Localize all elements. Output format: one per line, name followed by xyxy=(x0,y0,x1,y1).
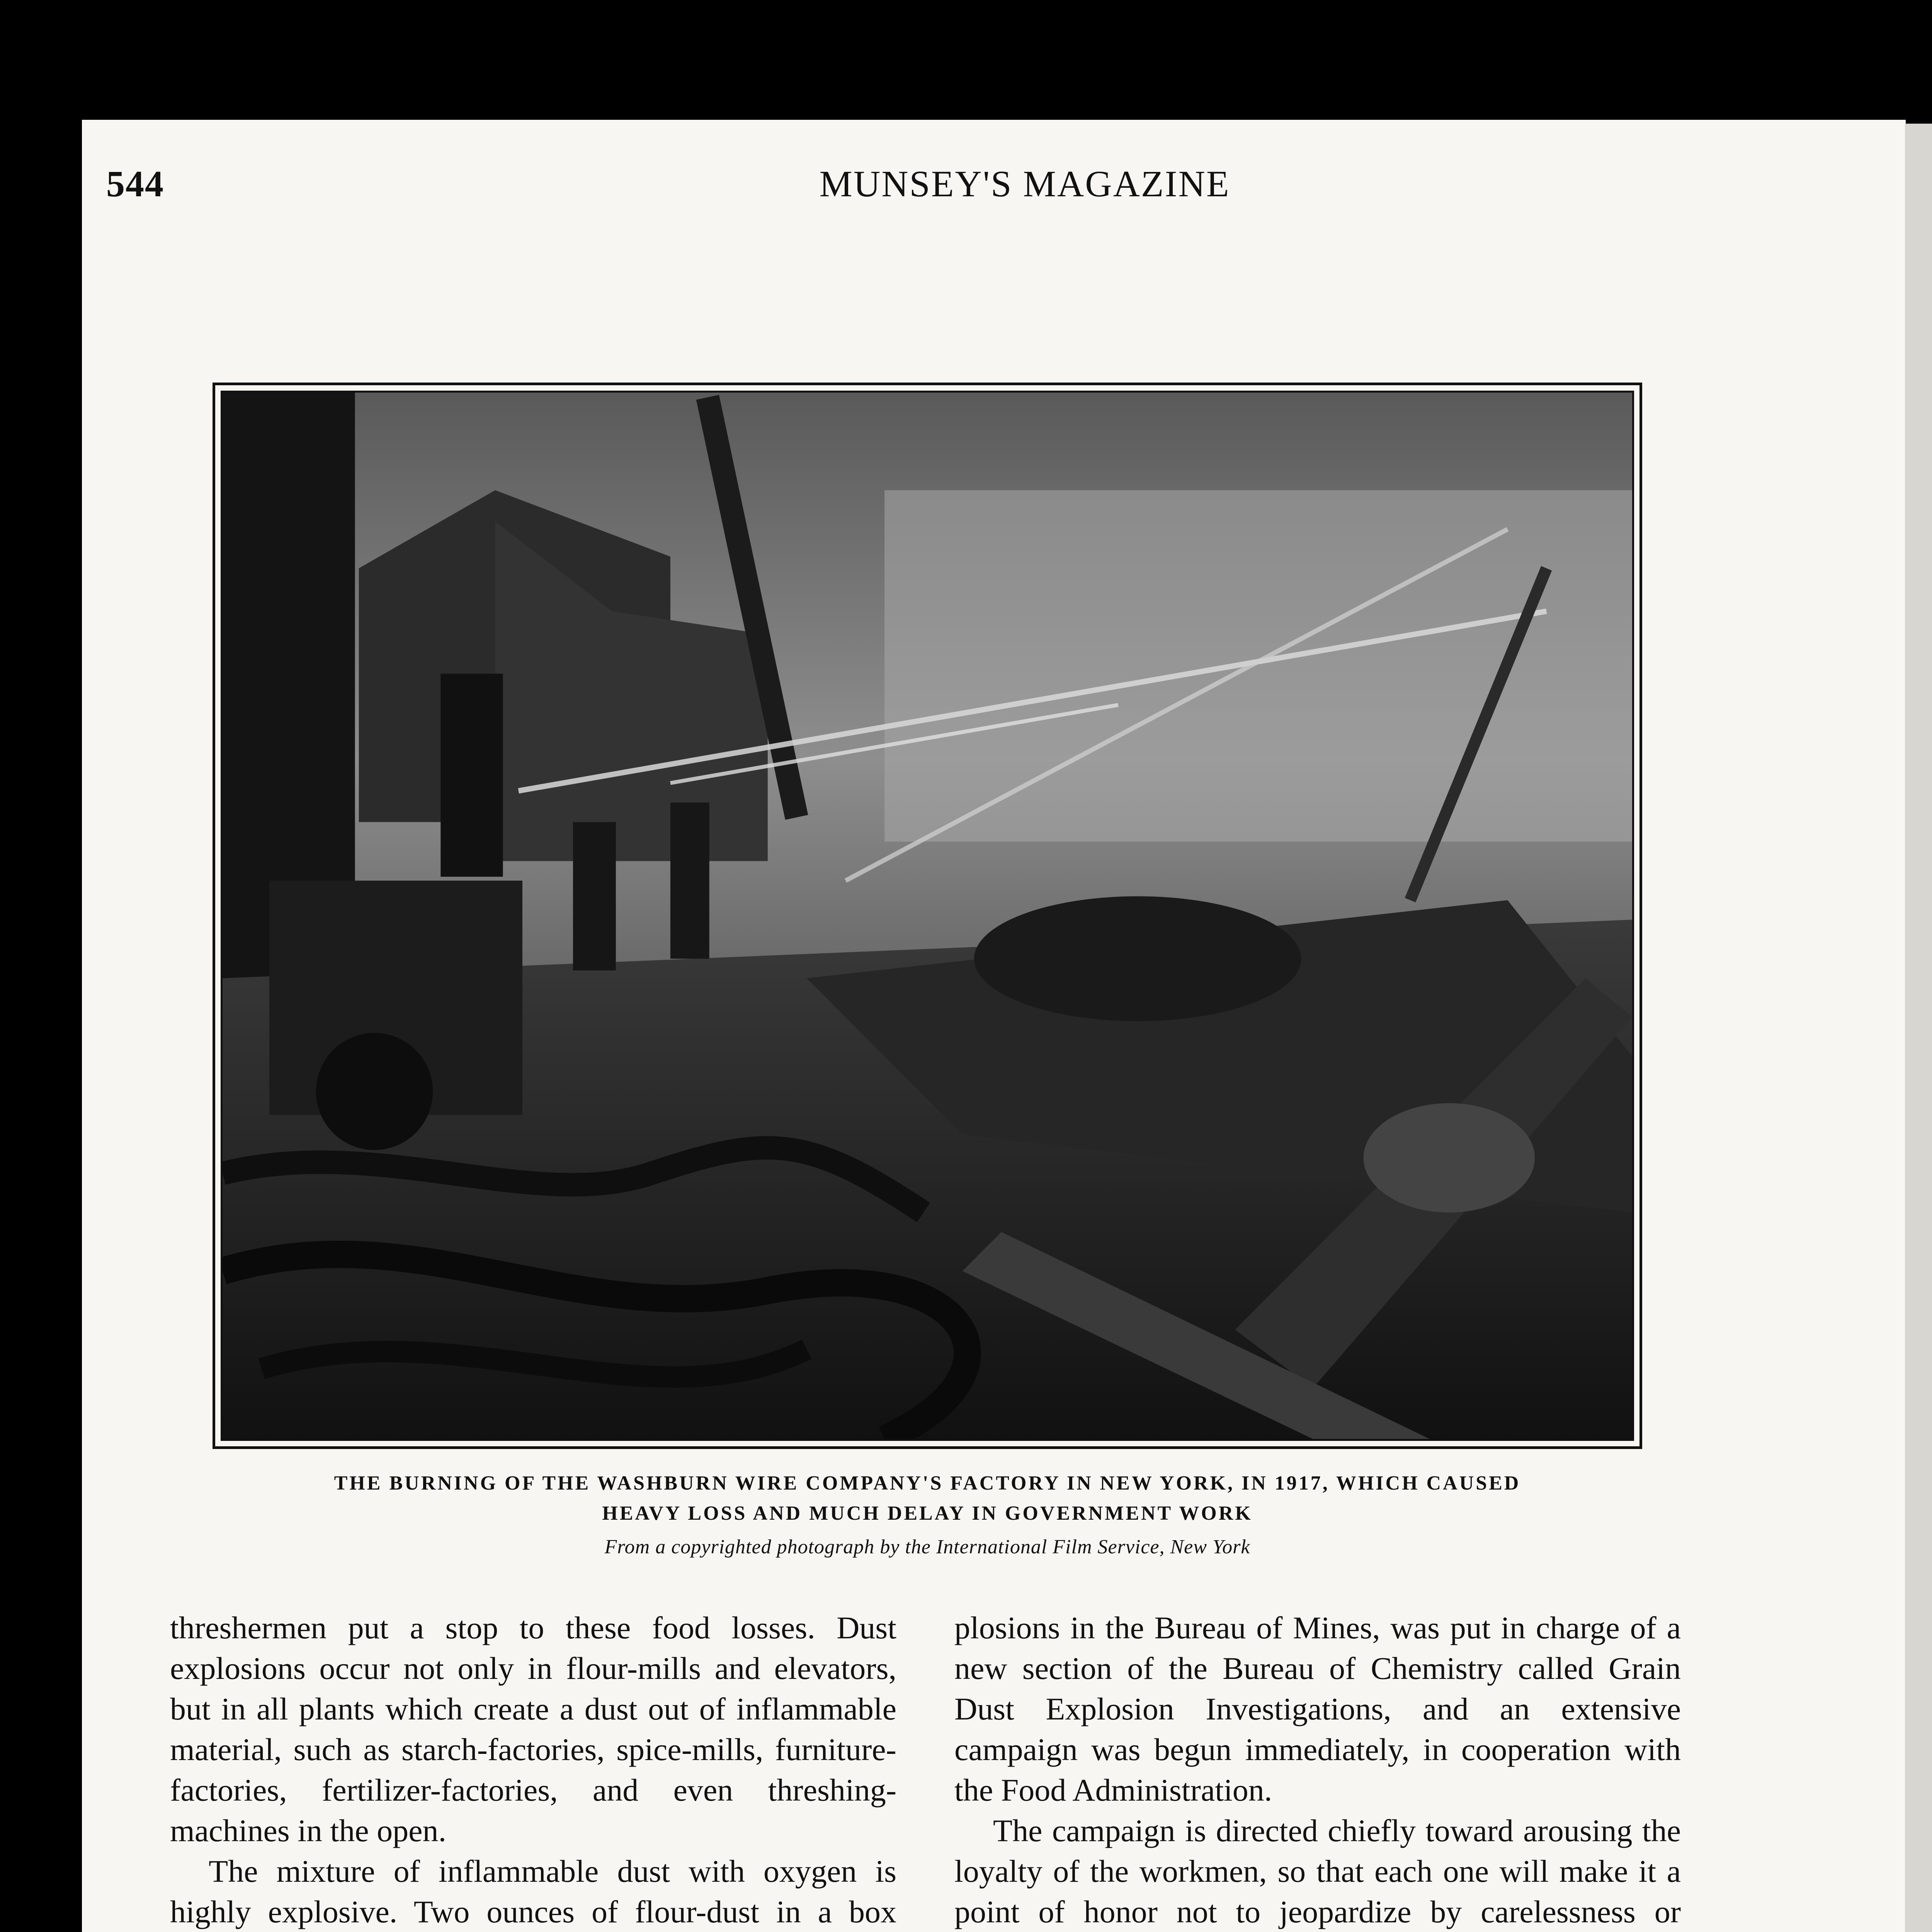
running-head xyxy=(0,162,1932,224)
paragraph: plosions in the Bureau of Mines, was put in charge of a new section of the Bureau of Chemistry called Grain Dust Explosion Investigations, and an extensive campaign was begun immediately, in cooperation with the Food Administration. xyxy=(954,1610,1681,1808)
right-column xyxy=(954,1607,1681,1932)
photo-caption xyxy=(155,1468,1700,1558)
left-column xyxy=(170,1607,896,1932)
article-body xyxy=(170,1607,1681,1932)
photo-frame xyxy=(213,383,1642,1449)
caption-title-line-1: THE BURNING OF THE WASHBURN WIRE COMPANY'S FACTORY IN NEW YORK, IN 1917, WHICH CAUSED xyxy=(334,1472,1521,1494)
paragraph: The mixture of inflammable dust with oxygen is highly explosive. Two ounces of flour-dust in a box xyxy=(170,1854,896,1929)
page-number: 544 xyxy=(106,163,164,204)
photo-credit: From a copyrighted photograph by the International Film Service, New York xyxy=(604,1536,1250,1558)
paragraph: The campaign is directed chiefly toward arousing the loyalty of the workmen, so that each one will make it a point of honor not to jeopardize by carelessness or xyxy=(954,1813,1681,1929)
factory-fire-photo xyxy=(221,391,1634,1441)
magazine-title: MUNSEY'S MAGAZINE xyxy=(819,163,1230,204)
caption-title-line-2: HEAVY LOSS AND MUCH DELAY IN GOVERNMENT WORK xyxy=(602,1502,1253,1524)
facing-page-edge xyxy=(1905,124,1932,1932)
paragraph: threshermen put a stop to these food losses. Dust explosions occur not only in flour-mills and elevators, but in all plants which create a dust out of inflammable material, such as starch-factories, spice-mills, furniture-factories, fertilizer-factories, and even threshing-machines in the open. xyxy=(170,1610,896,1848)
photo-illustration xyxy=(223,393,1632,1439)
